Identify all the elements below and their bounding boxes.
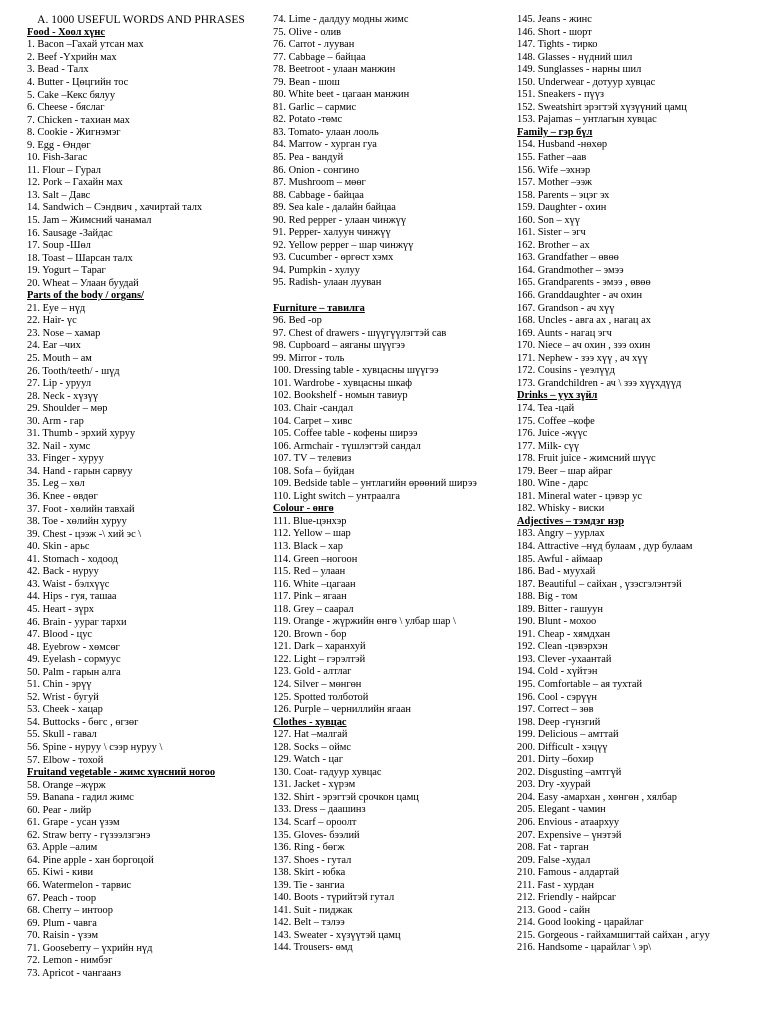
- vocabulary-item: 83. Tomato- улаан лооль: [273, 126, 379, 138]
- vocabulary-item: 10. Fish-Загас: [27, 152, 88, 164]
- vocabulary-item: 49. Eyelash - сормуус: [27, 654, 121, 666]
- section-heading: Parts of the body / organs/: [27, 290, 144, 302]
- vocabulary-item: 42. Back - нуруу: [27, 566, 99, 578]
- vocabulary-item: 185. Awful - аймаар: [517, 553, 603, 565]
- vocabulary-item: 190. Blunt - мохоо: [517, 616, 597, 628]
- vocabulary-item: 177. Milk- сүү: [517, 440, 580, 452]
- vocabulary-item: 148. Glasses - нүдний шил: [517, 51, 633, 63]
- vocabulary-item: 131. Jacket - хүрэм: [273, 779, 356, 791]
- blank-line: [273, 290, 509, 303]
- vocabulary-item: 143. Sweater - хүзүүтэй цамц: [273, 929, 401, 941]
- vocabulary-item: 125. Spotted толботой: [273, 691, 369, 703]
- vocabulary-item: 170. Niece – ач охин , зээ охин: [517, 340, 651, 352]
- vocabulary-item: 69. Plum - чавга: [27, 917, 97, 929]
- vocabulary-item: 142. Belt – тэлээ: [273, 917, 345, 929]
- vocabulary-item: 145. Jeans - жинс: [517, 14, 592, 25]
- vocabulary-item: 130. Coat- гадуур хувцас: [273, 766, 382, 778]
- vocabulary-item: 126. Purple – черниллийн ягаан: [273, 704, 411, 716]
- vocabulary-item: 41. Stomach - ходоод: [27, 553, 118, 565]
- vocabulary-item: 61. Grape - усан үзэм: [27, 817, 120, 829]
- document-title: A. 1000 USEFUL WORDS AND PHRASES: [37, 14, 245, 26]
- section-heading: Adjectives – тэмдэг нэр: [517, 515, 624, 527]
- vocabulary-item: 46. Brain - уураг тархи: [27, 616, 127, 628]
- section-heading: Food - Хоол хүнс: [27, 26, 106, 38]
- vocabulary-item: 33. Finger - хуруу: [27, 453, 104, 465]
- vocabulary-item: 97. Chest of drawers - шүүгүүлэгтэй сав: [273, 327, 447, 339]
- vocabulary-item: 51. Chin - эрүү: [27, 679, 92, 691]
- vocabulary-item: 157. Mother –ээж: [517, 177, 592, 189]
- vocabulary-item: 206. Envious - атаархуу: [517, 817, 620, 828]
- vocabulary-item: 29. Shoulder – мөр: [27, 403, 108, 415]
- vocabulary-item: 9. Egg - Өндөг: [27, 139, 91, 151]
- vocabulary-item: 181. Mineral water - цэвэр ус: [517, 490, 642, 502]
- vocabulary-item: 174. Tea -цай: [517, 402, 575, 414]
- vocabulary-item: 127. Hat –малгай: [273, 729, 348, 741]
- vocabulary-item: 154. Husband -нөхөр: [517, 139, 608, 151]
- vocabulary-item: 75. Olive - олив: [273, 26, 342, 38]
- vocabulary-item: 132. Shirt - эрэгтэй срочкон цамц: [273, 791, 419, 803]
- vocabulary-item: 129. Watch - цаг: [273, 754, 343, 766]
- vocabulary-item: 140. Boots - түрийтэй гутал: [273, 892, 395, 904]
- vocabulary-item: 175. Coffee –кофе: [517, 415, 595, 427]
- vocabulary-item: 191. Cheap - хямдхан: [517, 628, 611, 640]
- vocabulary-item: 107. TV – телевиз: [273, 453, 352, 465]
- vocabulary-item: 172. Cousins - үеэлүүд: [517, 365, 615, 377]
- vocabulary-item: 136. Ring - бөгж: [273, 842, 345, 854]
- vocabulary-item: 163. Grandfather – өвөө: [517, 252, 619, 264]
- vocabulary-item: 94. Pumpkin - хулуу: [273, 264, 360, 276]
- vocabulary-item: 16. Sausage -Зайдас: [27, 227, 113, 239]
- vocabulary-item: 53. Cheek - хацар: [27, 704, 103, 716]
- vocabulary-item: 84. Marrow - хурган гуа: [273, 139, 377, 151]
- vocabulary-item: 211. Fast - хурдан: [517, 879, 594, 891]
- vocabulary-item: 173. Grandchildren - ач \ зээ хүүхдүүд: [517, 377, 682, 389]
- vocabulary-item: 106. Armchair - түшлэгтэй сандал: [273, 440, 421, 452]
- vocabulary-item: 32. Nail - хумс: [27, 440, 91, 452]
- vocabulary-item: 92. Yellow pepper – шар чинжүү: [273, 239, 414, 251]
- vocabulary-item: 102. Bookshelf - номын тавиур: [273, 390, 408, 402]
- vocabulary-item: 55. Skull - гавал: [27, 729, 97, 741]
- vocabulary-item: 117. Pink – ягаан: [273, 591, 347, 603]
- vocabulary-item: 6. Cheese - бяслаг: [27, 102, 105, 114]
- vocabulary-item: 183. Angry – уурлах: [517, 528, 605, 540]
- vocabulary-item: 119. Orange - жүржийн өнгө \ улбар шар \: [273, 616, 456, 628]
- vocabulary-item: 115. Red – улаан: [273, 566, 346, 578]
- vocabulary-item: 13. Salt – Давс: [27, 189, 91, 201]
- vocabulary-item: 34. Hand - гарын сарвуу: [27, 465, 133, 477]
- vocabulary-item: 179. Beer – шар айраг: [517, 465, 613, 477]
- vocabulary-item: 205. Elegant - чамин: [517, 804, 606, 816]
- vocabulary-item: 63. Apple –алим: [27, 842, 98, 854]
- vocabulary-item: 25. Mouth – ам: [27, 353, 92, 365]
- vocabulary-item: 120. Brown - бор: [273, 628, 347, 640]
- vocabulary-item: 196. Cool - сэрүүн: [517, 691, 597, 703]
- vocabulary-item: 133. Dress – даашинз: [273, 804, 366, 816]
- vocabulary-item: 167. Grandson - ач хүү: [517, 302, 615, 314]
- vocabulary-item: 150. Underwear - дотуур хувцас: [517, 76, 656, 88]
- column-1: [27, 14, 255, 980]
- vocabulary-item: 202. Disgusting –амтгүй: [517, 766, 622, 778]
- vocabulary-item: 30. Arm - гар: [27, 415, 84, 427]
- vocabulary-item: 37. Foot - хөлийн тавхай: [27, 503, 135, 515]
- vocabulary-item: 137. Shoes - гутал: [273, 854, 352, 866]
- vocabulary-item: 134. Scarf – ороолт: [273, 817, 357, 828]
- vocabulary-item: 141. Suit - пиджак: [273, 904, 353, 916]
- section-heading: Furniture – тавилга: [273, 302, 365, 314]
- vocabulary-item: 24. Ear –чих: [27, 340, 81, 352]
- vocabulary-item: 128. Socks – оймс: [273, 741, 351, 753]
- section-heading: Fruitand vegetable - жимс хүнсний ногоо: [27, 767, 216, 779]
- vocabulary-item: 88. Cabbage - байцаа: [273, 189, 364, 201]
- vocabulary-item: 189. Bitter - гашуун: [517, 603, 603, 615]
- vocabulary-item: 168. Uncles - авга ах , нагац ах: [517, 315, 651, 327]
- vocabulary-item: 14. Sandwich – Сэндвич , хачиртай талх: [27, 202, 203, 214]
- vocabulary-item: 86. Onion - сонгино: [273, 164, 360, 176]
- vocabulary-item: 147. Tights - тирко: [517, 39, 598, 51]
- vocabulary-item: 36. Knee - өвдөг: [27, 491, 98, 503]
- section-heading: Clothes - хувцас: [273, 716, 347, 728]
- vocabulary-item: 26. Tooth/teeth/ - шүд: [27, 365, 120, 377]
- vocabulary-item: 2. Beef -Үхрийн мах: [27, 51, 117, 63]
- vocabulary-item: 70. Raisin - үзэм: [27, 930, 99, 942]
- vocabulary-item: 203. Dry -хуурай: [517, 779, 591, 791]
- vocabulary-item: 3. Bead - Талх: [27, 64, 89, 76]
- vocabulary-item: 17. Soup -Шөл: [27, 240, 91, 252]
- vocabulary-item: 212. Friendly - найрсаг: [517, 892, 617, 904]
- vocabulary-item: 48. Eyebrow - хөмсөг: [27, 641, 120, 653]
- vocabulary-item: 81. Garlic – сармис: [273, 101, 357, 113]
- vocabulary-item: 21. Eye – нүд: [27, 302, 86, 314]
- vocabulary-item: 216. Handsome - царайлаг \ эр\: [517, 942, 652, 954]
- vocabulary-item: 156. Wife –эхнэр: [517, 164, 591, 176]
- vocabulary-item: 204. Easy -амархан , хөнгөн , хялбар: [517, 791, 677, 803]
- vocabulary-item: 40. Skin - арьс: [27, 541, 90, 553]
- vocabulary-item: 193. Clever -ухаантай: [517, 653, 612, 665]
- vocabulary-item: 1. Bacon –Гахай утсан мах: [27, 39, 144, 51]
- vocabulary-item: 68. Cherry – интоор: [27, 905, 113, 917]
- vocabulary-item: 45. Heart - зүрх: [27, 603, 95, 615]
- vocabulary-item: 87. Mushroom – мөөг: [273, 177, 366, 189]
- vocabulary-item: 95. Radish- улаан лууван: [273, 277, 382, 289]
- vocabulary-item: 57. Elbow - тохой: [27, 754, 104, 766]
- vocabulary-item: 159. Daughter - охин: [517, 202, 607, 214]
- vocabulary-item: 47. Blood - цус: [27, 629, 93, 641]
- vocabulary-item: 121. Dark – харанхуй: [273, 641, 366, 653]
- vocabulary-item: 112. Yellow – шар: [273, 528, 351, 540]
- vocabulary-item: 187. Beautiful – сайхан , үзэсгэлэнтэй: [517, 578, 682, 590]
- vocabulary-item: 65. Kiwi - киви: [27, 867, 94, 879]
- vocabulary-item: 43. Waist - бэлхүүс: [27, 578, 110, 590]
- vocabulary-item: 52. Wrist - бугуй: [27, 691, 99, 703]
- vocabulary-item: 215. Gorgeous - гайхамшигтай сайхан , агуу: [517, 929, 710, 941]
- vocabulary-item: 103. Chair -сандал: [273, 402, 354, 414]
- vocabulary-item: 59. Banana - гадил жимс: [27, 792, 134, 804]
- vocabulary-item: 99. Mirror - толь: [273, 352, 345, 364]
- vocabulary-item: 165. Grandparents - эмээ , өвөө: [517, 277, 651, 289]
- vocabulary-item: 146. Short - шорт: [517, 26, 592, 38]
- vocabulary-item: 56. Spine - нуруу \ сээр нуруу \: [27, 741, 163, 753]
- vocabulary-item: 20. Wheat – Улаан буудай: [27, 277, 139, 289]
- vocabulary-item: 54. Buttocks - бөгс , өгзөг: [27, 716, 139, 728]
- vocabulary-item: 85. Pea - вандуй: [273, 152, 344, 164]
- vocabulary-item: 152. Sweatshirt эрэгтэй хүзүүний цамц: [517, 101, 687, 113]
- vocabulary-item: 79. Bean - шош: [273, 76, 340, 88]
- vocabulary-item: 8. Cookie - Жигнэмэг: [27, 127, 121, 139]
- vocabulary-item: 89. Sea kale - далайн байцаа: [273, 202, 396, 214]
- vocabulary-item: 77. Cabbage – байцаа: [273, 51, 366, 63]
- vocabulary-item: 7. Chicken - тахиан мах: [27, 114, 130, 126]
- vocabulary-item: 214. Good looking - царайлаг: [517, 917, 644, 929]
- column-2: [273, 14, 509, 955]
- vocabulary-item: 91. Pepper- халуун чинжүү: [273, 227, 391, 239]
- vocabulary-item: 93. Cucumber - өргөст хэмх: [273, 252, 394, 264]
- vocabulary-item: 38. Toe - хөлийн хуруу: [27, 516, 127, 528]
- vocabulary-item: 96. Bed -ор: [273, 315, 322, 327]
- vocabulary-item: 198. Deep -гүнзгий: [517, 716, 601, 728]
- vocabulary-item: 31. Thumb - эрхий хуруу: [27, 428, 136, 440]
- vocabulary-item: 118. Grey – саарал: [273, 603, 354, 615]
- vocabulary-item: 27. Lip - уруул: [27, 378, 92, 390]
- vocabulary-item: 82. Potato -төмс: [273, 114, 343, 126]
- vocabulary-item: 178. Fruit juice - жимсний шүүс: [517, 453, 656, 465]
- vocabulary-item: 138. Skirt - юбка: [273, 867, 346, 879]
- vocabulary-item: 194. Cold - хүйтэн: [517, 666, 598, 678]
- vocabulary-item: 18. Toast – Шарсан талх: [27, 252, 133, 264]
- vocabulary-item: 98. Cupboard – аяганы шүүгээ: [273, 340, 405, 352]
- vocabulary-item: 23. Nose – хамар: [27, 327, 101, 339]
- vocabulary-item: 44. Hips - гуя, ташаа: [27, 591, 117, 603]
- vocabulary-item: 155. Father –аав: [517, 152, 587, 164]
- vocabulary-item: 73. Apricot - чангаанз: [27, 967, 121, 979]
- vocabulary-item: 113. Black – хар: [273, 540, 343, 552]
- vocabulary-item: 208. Fat - тарган: [517, 842, 589, 854]
- vocabulary-item: 123. Gold - алтлаг: [273, 666, 352, 678]
- vocabulary-item: 213. Good - сайн: [517, 904, 590, 916]
- vocabulary-item: 76. Carrot - лууван: [273, 39, 355, 51]
- vocabulary-item: 108. Sofa – буйдан: [273, 465, 355, 477]
- vocabulary-item: 5. Cake –Кекс бялуу: [27, 89, 116, 101]
- vocabulary-item: 149. Sunglasses - нарны шил: [517, 64, 642, 76]
- vocabulary-item: 60. Pear - лийр: [27, 804, 92, 816]
- vocabulary-item: 78. Beetroot - улаан манжин: [273, 64, 396, 76]
- vocabulary-item: 62. Straw berry - гүзээлзгэнэ: [27, 829, 151, 841]
- vocabulary-item: 4. Butter - Цөцгийн тос: [27, 76, 129, 88]
- vocabulary-item: 90. Red pepper - улаан чинжүү: [273, 214, 407, 226]
- vocabulary-item: 50. Palm - гарын алга: [27, 666, 121, 678]
- vocabulary-item: 153. Pajamas – унтлагын хувцас: [517, 114, 657, 126]
- vocabulary-item: 71. Gooseberry – үхрийн нүд: [27, 942, 153, 954]
- vocabulary-item: 176. Juice -жүүс: [517, 428, 588, 440]
- vocabulary-item: 67. Peach - тоор: [27, 892, 97, 904]
- vocabulary-item: 124. Silver – мөнгөн: [273, 678, 362, 690]
- vocabulary-item: 195. Comfortable – ая тухтай: [517, 678, 643, 690]
- section-heading: Drinks – уух зүйл: [517, 390, 598, 402]
- vocabulary-item: 109. Bedside table – унтлагийн өрөөний ширээ: [273, 478, 477, 490]
- vocabulary-item: 135. Gloves- бээлий: [273, 829, 360, 841]
- vocabulary-item: 74. Lime - далдуу модны жимс: [273, 14, 409, 25]
- vocabulary-item: 169. Aunts - нагац эгч: [517, 327, 612, 339]
- vocabulary-item: 161. Sister – эгч: [517, 227, 586, 239]
- vocabulary-item: 184. Attractive –нүд булаам , дур булаам: [517, 540, 693, 552]
- vocabulary-item: 100. Dressing table - хувцасны шүүгээ: [273, 365, 439, 377]
- vocabulary-item: 166. Granddaughter - ач охин: [517, 290, 643, 302]
- vocabulary-item: 35. Leg – хөл: [27, 478, 85, 490]
- vocabulary-item: 160. Son – хүү: [517, 214, 580, 226]
- vocabulary-item: 22. Hair- үс: [27, 315, 77, 327]
- vocabulary-item: 188. Big - том: [517, 591, 578, 603]
- vocabulary-item: 122. Light – гэрэлтэй: [273, 653, 366, 665]
- vocabulary-item: 114. Green –ногоон: [273, 553, 358, 565]
- section-heading: Family – гэр бүл: [517, 126, 593, 138]
- vocabulary-item: 210. Famous - алдартай: [517, 867, 620, 879]
- vocabulary-item: 58. Orange –жүрж: [27, 779, 106, 791]
- vocabulary-item: 139. Tie - зангиа: [273, 879, 345, 891]
- vocabulary-item: 199. Delicious – амттай: [517, 729, 619, 741]
- vocabulary-item: 162. Brother – ах: [517, 239, 590, 251]
- vocabulary-item: 12. Pork – Гахайн мах: [27, 177, 123, 189]
- vocabulary-item: 197. Correct – зөв: [517, 704, 594, 716]
- vocabulary-item: 151. Sneakers - пүүз: [517, 89, 605, 101]
- vocabulary-item: 66. Watermelon - тарвис: [27, 879, 132, 891]
- vocabulary-item: 200. Difficult - хэцүү: [517, 741, 608, 753]
- vocabulary-item: 15. Jam – Жимсний чанамал: [27, 215, 152, 226]
- vocabulary-item: 104. Carpet – хивс: [273, 415, 353, 427]
- vocabulary-item: 11. Flour – Гурал: [27, 164, 101, 176]
- section-heading: Colour - өнгө: [273, 503, 334, 515]
- vocabulary-item: 28. Neck - хүзүү: [27, 390, 99, 402]
- vocabulary-item: 207. Expensive – үнэтэй: [517, 829, 622, 841]
- vocabulary-item: 105. Coffee table - кофены ширээ: [273, 428, 418, 440]
- vocabulary-item: 111. Blue-цэнхэр: [273, 515, 347, 527]
- vocabulary-item: 171. Nephew - зээ хүү , ач хүү: [517, 352, 648, 364]
- vocabulary-item: 164. Grandmother – эмээ: [517, 264, 624, 276]
- vocabulary-item: 116. White –цагаан: [273, 578, 356, 590]
- vocabulary-item: 19. Yogurt – Тараг: [27, 265, 106, 277]
- vocabulary-item: 180. Wine - дарс: [517, 478, 589, 490]
- vocabulary-item: 209. False -худал: [517, 854, 591, 866]
- vocabulary-item: 80. White beet - цагаан манжин: [273, 89, 410, 101]
- vocabulary-item: 101. Wardrobe - хувцасны шкаф: [273, 377, 413, 389]
- vocabulary-item: 186. Bad - муухай: [517, 566, 596, 578]
- vocabulary-item: 64. Pine apple - хан боргоцой: [27, 854, 154, 866]
- vocabulary-item: 110. Light switch – унтраалга: [273, 490, 401, 502]
- vocabulary-item: 72. Lemon - нимбэг: [27, 955, 113, 967]
- vocabulary-item: 144. Trousers- өмд: [273, 942, 353, 954]
- vocabulary-item: 182. Whisky - виски: [517, 503, 605, 515]
- vocabulary-item: 201. Dirty –бохир: [517, 754, 594, 766]
- vocabulary-item: 192. Clean -цэвэрхэн: [517, 641, 608, 653]
- vocabulary-item: 39. Chest - цээж -\ хий эс \: [27, 528, 142, 540]
- vocabulary-item: 158. Parents – эцэг эх: [517, 189, 610, 201]
- column-3: [517, 14, 765, 955]
